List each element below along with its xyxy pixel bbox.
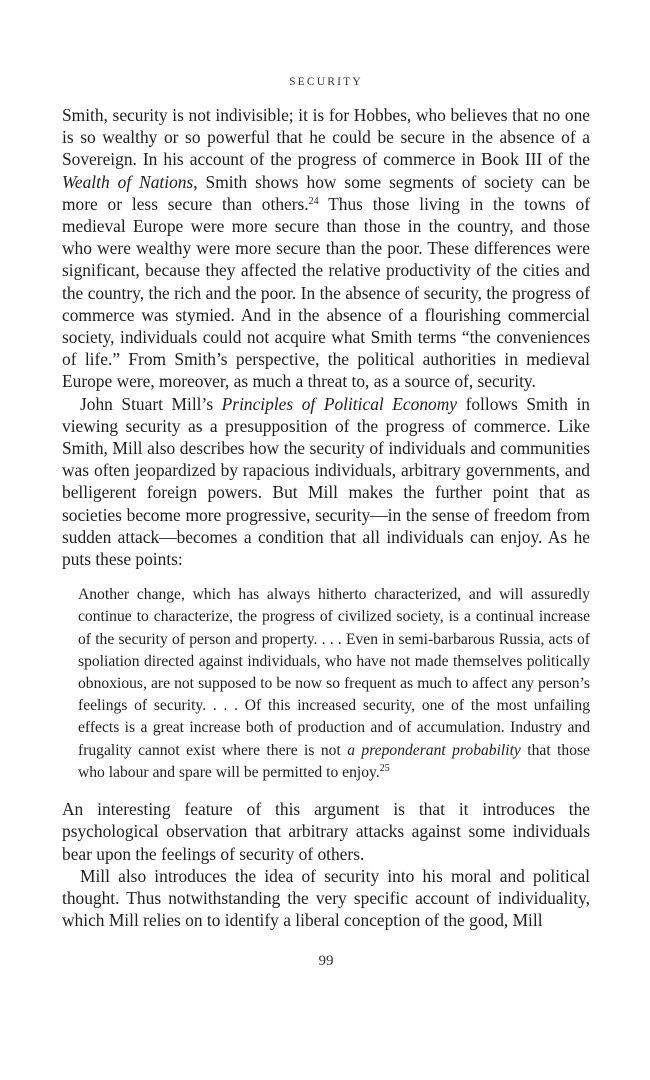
paragraph-psychological-observation: An interesting feature of this argument is that it introduces the psychological observation that arbitrary attacks against some individuals bear upon the feelings of security of others. (62, 799, 590, 864)
book-page (62, 0, 590, 1080)
footnote-ref: 24 (308, 195, 319, 207)
paragraph-text: follows Smith in viewing security as a presupposition of the progress of commerce. Like Smith, Mill also describes how the security of individuals and communities was often jeopardized by rapacious individuals, arbitrary governments, and belligerent foreign powers. But Mill makes the further point that as societies become more progressive, security—in the sense of freedom from sudden attack—becomes a condition that all individuals can enjoy. As he puts these points: (62, 393, 590, 570)
paragraph-mill-principles (62, 393, 590, 571)
paragraph-smith-security (62, 104, 590, 393)
book-title-italic: Wealth of Nations (62, 171, 194, 192)
paragraph-mill-moral-thought: Mill also introduces the idea of security into his moral and political thought. Thus notwithstanding the very specific account of individuality, which Mill relies on to identify a liberal conception of the good, Mill (62, 865, 590, 931)
running-head: SECURITY (289, 76, 363, 88)
body-text (62, 104, 590, 931)
quote-emphasis-italic: a preponderant probability (347, 741, 521, 759)
block-quote (78, 584, 590, 784)
quote-text: Another change, which has always hitherto characterized, and will assuredly continue to characterize, the progress of civilized society, is a continual increase of the security of person and property. . . . Even in semi-barbarous Russia, acts of spoliation directed against individuals, who have not made themselves politically obnoxious, are not supposed to be now so frequent as much to affect any person’s feelings of security. . . . Of this increased security, one of the most unfailing effects is a great increase both of production and of accumulation. Industry and frugality cannot exist where there is not (78, 586, 590, 759)
paragraph-text: Thus those living in the towns of medieval Europe were more secure than those in the country, and those who were wealthy were more secure than the poor. These differences were significant, because they affected the relative productivity of the cities and the country, the rich and the poor. In the absence of security, the progress of commerce was stymied. And in the absence of a flourishing commercial society, individuals could not acquire what Smith terms “the conveniences of life.” From Smith’s perspective, the political authorities in medieval Europe were, moreover, as much a threat to, as a source of, security. (62, 193, 590, 392)
paragraph-text: , Smith shows how some segments of society can be more or less secure than others. (62, 171, 590, 214)
footnote-ref: 25 (379, 762, 390, 774)
quote-text: that those who labour and spare will be permitted to enjoy. (78, 741, 590, 781)
page-number: 99 (318, 953, 334, 969)
paragraph-text: John Stuart Mill’s (80, 393, 222, 414)
book-title-italic: Principles of Political Economy (221, 393, 457, 414)
paragraph-text: Smith, security is not indivisible; it is for Hobbes, who believes that no one is so wealthy or so powerful that he could be secure in the absence of a Sovereign. In his account of the progress of commerce in Book III of the (62, 105, 590, 170)
